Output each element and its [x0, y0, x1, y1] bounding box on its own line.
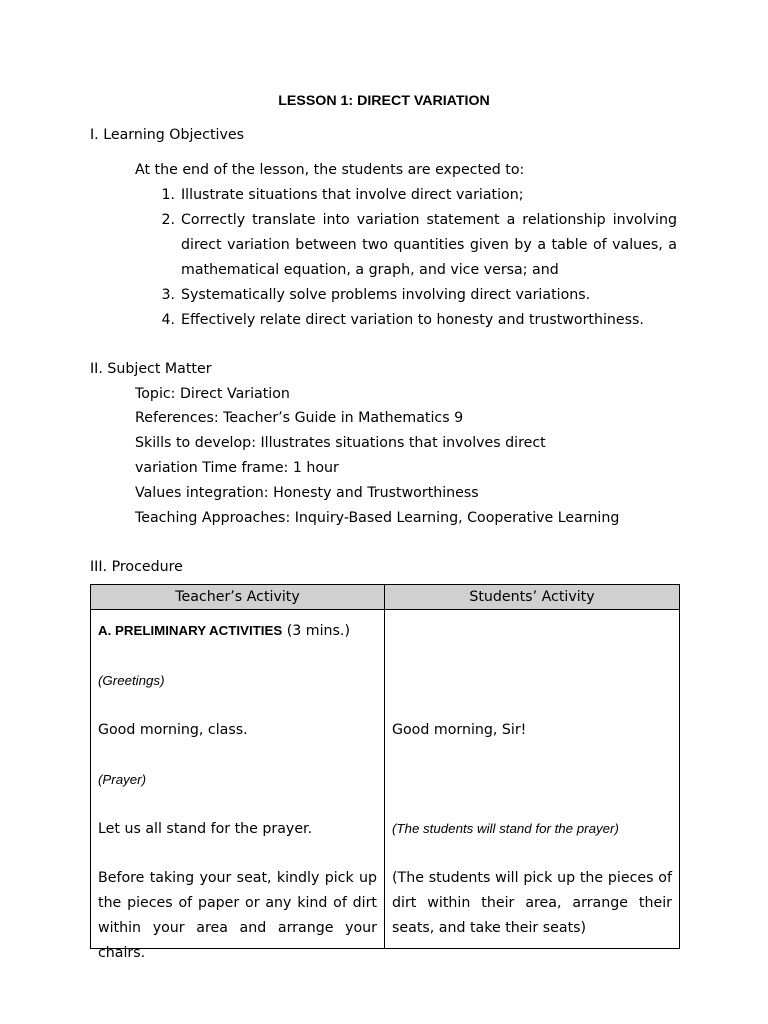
procedure-table: [90, 584, 680, 961]
teacher-cleanup-instruction: the pieces of paper or any kind of dirt: [98, 895, 377, 911]
objective-number: 2.: [161, 212, 175, 228]
subject-line: Skills to develop: Illustrates situations that involves direct: [135, 435, 546, 451]
objective-text: direct variation between two quantities given by a table of values, a: [181, 237, 677, 253]
section-heading: A. PRELIMINARY ACTIVITIES: [98, 623, 283, 638]
objectives-intro: At the end of the lesson, the students are expected to:: [135, 162, 525, 178]
students-cleanup-response: dirt within their area, arrange their: [392, 895, 672, 911]
objective-text: mathematical equation, a graph, and vice versa; and: [181, 262, 559, 278]
subject-line: References: Teacher’s Guide in Mathematics 9: [135, 410, 464, 426]
subject-line: Values integration: Honesty and Trustworthiness: [135, 485, 479, 501]
procedure-heading: III. Procedure: [90, 559, 183, 575]
objective-text: Effectively relate direct variation to honesty and trustworthiness.: [181, 312, 644, 328]
teacher-prayer-instruction: Let us all stand for the prayer.: [98, 821, 313, 837]
lesson-title: LESSON 1: DIRECT VARIATION: [278, 93, 490, 109]
students-cleanup-response: (The students will pick up the pieces of: [392, 870, 672, 886]
teacher-activity-header: Teacher’s Activity: [91, 585, 385, 610]
greetings-label: (Greetings): [98, 673, 165, 688]
prayer-label: (Prayer): [98, 772, 147, 787]
objectives-heading: I. Learning Objectives: [90, 127, 244, 143]
students-greeting: Good morning, Sir!: [392, 722, 527, 738]
subject-line: Teaching Approaches: Inquiry-Based Learning, Cooperative Learning: [135, 510, 620, 526]
students-activity-header: Students’ Activity: [385, 585, 680, 610]
teacher-activity-cell: [91, 610, 385, 961]
teacher-cleanup-instruction: within your area and arrange your: [98, 920, 377, 936]
objective-text: Illustrate situations that involve direct variation;: [181, 187, 524, 203]
teacher-cleanup-instruction: chairs.: [98, 945, 146, 961]
procedure-header-row: [91, 585, 680, 610]
students-cleanup-response: seats, and take their seats): [392, 920, 587, 936]
subject-line: variation Time frame: 1 hour: [135, 460, 339, 476]
students-prayer-response: (The students will stand for the prayer): [392, 821, 619, 836]
objective-text: Correctly translate into variation statement a relationship involving: [181, 212, 677, 228]
objective-number: 1.: [161, 187, 175, 203]
teacher-greeting: Good morning, class.: [98, 722, 248, 738]
subject-matter-heading: II. Subject Matter: [90, 361, 212, 377]
section-duration: (3 mins.): [282, 623, 350, 639]
teacher-cleanup-instruction: Before taking your seat, kindly pick up: [98, 870, 377, 886]
subject-line: Topic: Direct Variation: [135, 386, 290, 402]
procedure-row: [91, 610, 680, 949]
preliminary-activities-line: [98, 619, 377, 643]
objective-number: 3.: [161, 287, 175, 303]
objective-number: 4.: [161, 312, 175, 328]
objective-text: Systematically solve problems involving direct variations.: [181, 287, 591, 303]
students-activity-cell: [385, 610, 680, 949]
